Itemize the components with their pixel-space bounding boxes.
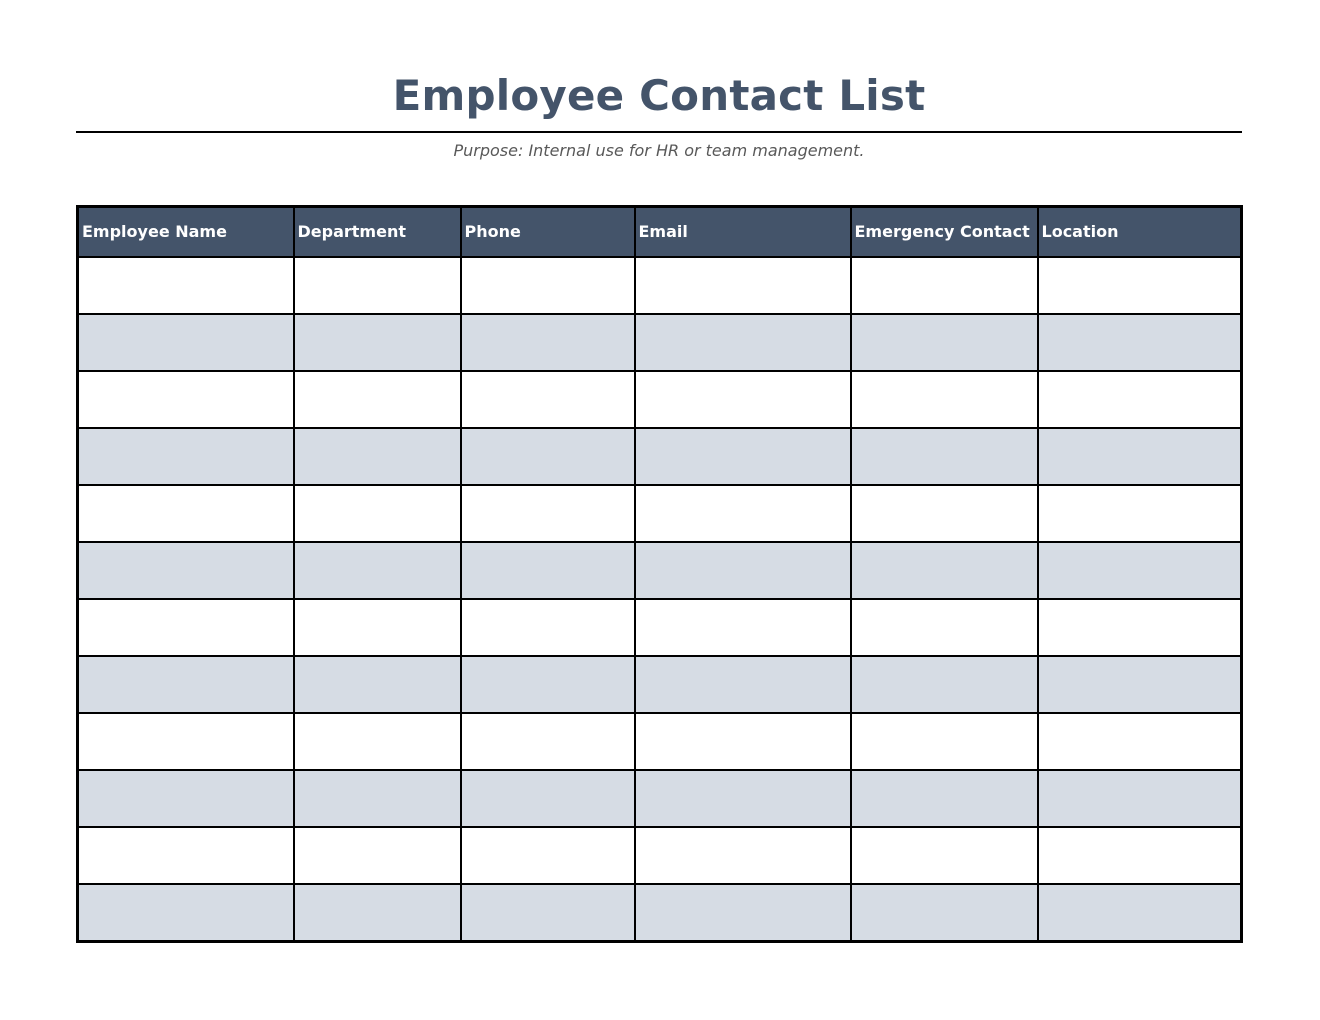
cell-department[interactable] [294,485,461,542]
table-header-row [78,207,1242,258]
column-header-department: Department [294,207,461,258]
cell-emergency-contact[interactable] [851,314,1038,371]
cell-department[interactable] [294,371,461,428]
cell-department[interactable] [294,827,461,884]
table-row [78,599,1242,656]
cell-department[interactable] [294,599,461,656]
column-header-emergency-contact: Emergency Contact [851,207,1038,258]
cell-location[interactable] [1038,485,1242,542]
table-row [78,485,1242,542]
cell-location[interactable] [1038,257,1242,314]
cell-phone[interactable] [461,257,635,314]
cell-emergency-contact[interactable] [851,257,1038,314]
table-row [78,884,1242,942]
cell-emergency-contact[interactable] [851,770,1038,827]
cell-employee-name[interactable] [78,656,294,713]
cell-phone[interactable] [461,713,635,770]
page-title: Employee Contact List [392,71,926,120]
cell-email[interactable] [635,770,851,827]
cell-location[interactable] [1038,713,1242,770]
cell-phone[interactable] [461,656,635,713]
cell-location[interactable] [1038,827,1242,884]
cell-location[interactable] [1038,656,1242,713]
cell-emergency-contact[interactable] [851,884,1038,942]
cell-department[interactable] [294,428,461,485]
column-header-phone: Phone [461,207,635,258]
cell-department[interactable] [294,713,461,770]
column-header-email: Email [635,207,851,258]
cell-phone[interactable] [461,827,635,884]
table-body [78,257,1242,942]
cell-department[interactable] [294,656,461,713]
cell-employee-name[interactable] [78,770,294,827]
table-row [78,314,1242,371]
cell-emergency-contact[interactable] [851,485,1038,542]
cell-emergency-contact[interactable] [851,599,1038,656]
cell-email[interactable] [635,656,851,713]
cell-location[interactable] [1038,542,1242,599]
cell-employee-name[interactable] [78,314,294,371]
cell-email[interactable] [635,314,851,371]
table-row [78,428,1242,485]
title-divider [76,131,1242,133]
cell-email[interactable] [635,827,851,884]
cell-employee-name[interactable] [78,827,294,884]
cell-emergency-contact[interactable] [851,656,1038,713]
cell-location[interactable] [1038,428,1242,485]
cell-department[interactable] [294,542,461,599]
cell-email[interactable] [635,371,851,428]
cell-department[interactable] [294,257,461,314]
table-row [78,371,1242,428]
cell-phone[interactable] [461,314,635,371]
cell-phone[interactable] [461,428,635,485]
cell-location[interactable] [1038,314,1242,371]
cell-emergency-contact[interactable] [851,827,1038,884]
cell-emergency-contact[interactable] [851,713,1038,770]
table-row [78,257,1242,314]
cell-employee-name[interactable] [78,542,294,599]
cell-phone[interactable] [461,599,635,656]
cell-location[interactable] [1038,884,1242,942]
cell-email[interactable] [635,542,851,599]
cell-email[interactable] [635,428,851,485]
cell-phone[interactable] [461,485,635,542]
cell-employee-name[interactable] [78,713,294,770]
cell-location[interactable] [1038,770,1242,827]
cell-employee-name[interactable] [78,485,294,542]
cell-email[interactable] [635,485,851,542]
cell-location[interactable] [1038,371,1242,428]
table-row [78,542,1242,599]
column-header-location: Location [1038,207,1242,258]
cell-emergency-contact[interactable] [851,542,1038,599]
cell-employee-name[interactable] [78,884,294,942]
cell-phone[interactable] [461,371,635,428]
table-row [78,656,1242,713]
purpose-note: Purpose: Internal use for HR or team management. [453,141,865,160]
cell-department[interactable] [294,314,461,371]
cell-employee-name[interactable] [78,371,294,428]
cell-employee-name[interactable] [78,257,294,314]
cell-phone[interactable] [461,884,635,942]
cell-phone[interactable] [461,542,635,599]
table-row [78,713,1242,770]
cell-department[interactable] [294,770,461,827]
cell-email[interactable] [635,713,851,770]
table-row [78,827,1242,884]
cell-emergency-contact[interactable] [851,428,1038,485]
cell-emergency-contact[interactable] [851,371,1038,428]
contact-table [76,205,1243,943]
cell-email[interactable] [635,257,851,314]
cell-department[interactable] [294,884,461,942]
table-row [78,770,1242,827]
cell-location[interactable] [1038,599,1242,656]
cell-email[interactable] [635,884,851,942]
cell-phone[interactable] [461,770,635,827]
column-header-employee-name: Employee Name [78,207,294,258]
cell-employee-name[interactable] [78,599,294,656]
cell-email[interactable] [635,599,851,656]
cell-employee-name[interactable] [78,428,294,485]
